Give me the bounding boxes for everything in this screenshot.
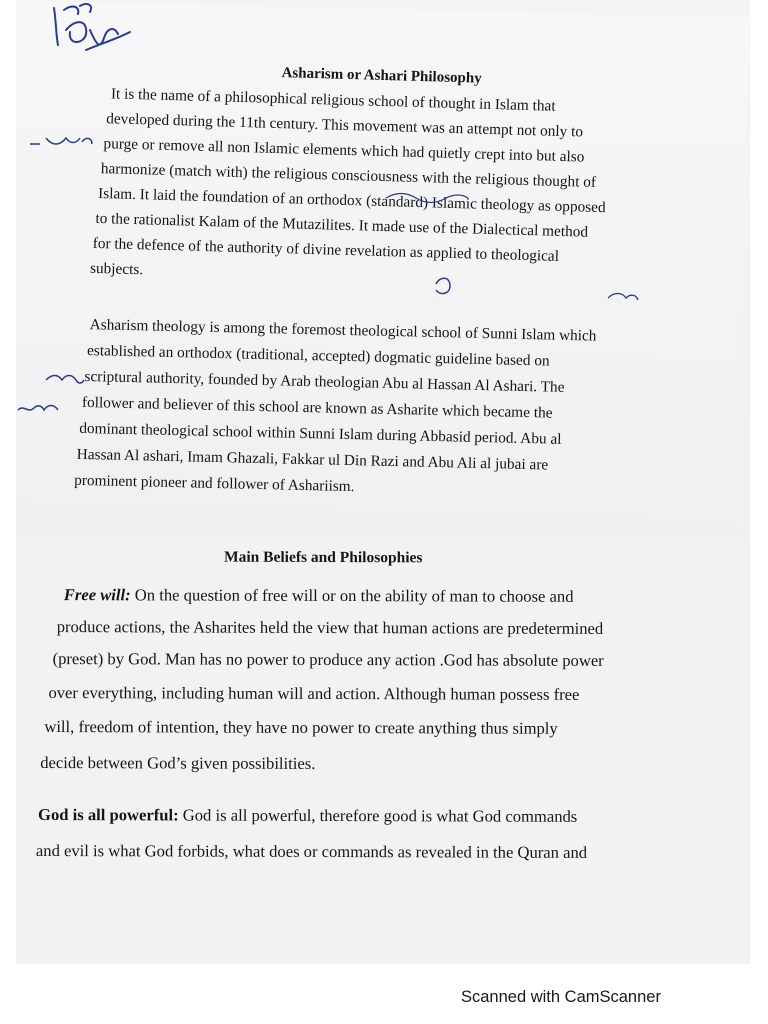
theology-line: scriptural authority, founded by Arab theologian Abu al Hassan Al Ashari. The: [84, 367, 565, 396]
scanner-watermark: Scanned with CamScanner: [461, 988, 661, 1006]
intro-line: harmonize (match with) the religious consciousness with the religious thought of: [100, 160, 597, 191]
all-powerful-label: God is all powerful:: [38, 804, 179, 825]
theology-line: prominent pioneer and follower of Ashariism.: [73, 471, 355, 496]
intro-line: developed during the 11th century. This movement was an attempt not only to: [106, 110, 584, 141]
theology-line: Hassan Al ashari, Imam Ghazali, Fakkar ul Din Razi and Abu Ali al jubai are: [76, 445, 549, 474]
handwritten-margin-notes: [16, 120, 116, 420]
intro-line: subjects.: [89, 259, 144, 279]
free-will-line: (preset) by God. Man has no power to produce any action .God has absolute power: [52, 649, 604, 670]
all-powerful-line: [38, 802, 577, 829]
theology-line: follower and believer of this school are known as Asharite which became the: [81, 393, 553, 422]
theology-line: established an orthodox (traditional, accepted) dogmatic guideline based on: [86, 342, 550, 370]
free-will-line: produce actions, the Asharites held the view that human actions are predetermined: [56, 617, 604, 638]
section-heading: Main Beliefs and Philosophies: [223, 548, 423, 567]
free-will-line: [64, 582, 574, 609]
intro-line: Islam. It laid the foundation of an orthodox (standard) Islamic theology as opposed: [97, 185, 606, 217]
theology-line: dominant theological school within Sunni Islam during Abbasid period. Abu al: [79, 419, 562, 448]
intro-line: It is the name of a philosophical religious school of thought in Islam that: [110, 85, 556, 115]
all-powerful-text: God is all powerful, therefore good is what God commands: [178, 805, 578, 826]
free-will-line: decide between God’s given possibilities.: [40, 752, 316, 773]
scanned-page: [16, 0, 750, 964]
intro-line: purge or remove all non Islamic elements which had quietly crept into but also: [103, 135, 585, 166]
free-will-text: On the question of free will or on the ability of man to choose and: [130, 585, 574, 606]
free-will-line: will, freedom of intention, they have no power to create anything thus simply: [44, 717, 558, 738]
handwritten-signature: [46, 0, 136, 70]
intro-line: for the defence of the authority of divine revelation as applied to theological: [92, 234, 560, 265]
handwritten-inline-notes: [376, 190, 676, 310]
free-will-label: Free will:: [63, 585, 131, 605]
all-powerful-line: and evil is what God forbids, what does or commands as revealed in the Quran and: [35, 840, 588, 862]
intro-line: to the rationalist Kalam of the Mutazilites. It made use of the Dialectical method: [95, 209, 589, 241]
theology-line: Asharism theology is among the foremost theological school of Sunni Islam which: [89, 316, 597, 345]
document-title: Asharism or Ashari Philosophy: [281, 65, 482, 87]
free-will-line: over everything, including human will and action. Although human possess free: [48, 683, 580, 704]
